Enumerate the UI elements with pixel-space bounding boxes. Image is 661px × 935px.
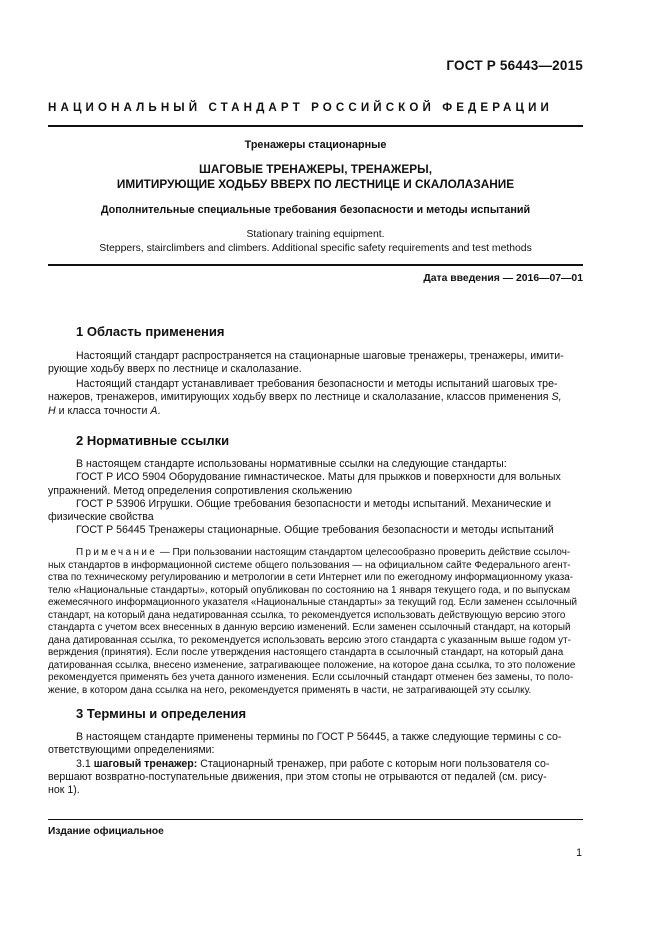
class-variable-h: H xyxy=(48,404,56,417)
reference-line: ГОСТ Р 56445 Тренажеры стационарные. Общие требования безопасности и методы испытаний xyxy=(76,524,554,537)
note-line: жение, в котором дана ссылка на него, рекомендуется применять в части, не затрагивающей эту ссылку. xyxy=(48,684,532,696)
note-line: ных стандартов в информационной системе общего пользования — на официальном сайте Федерального агент- xyxy=(48,559,571,571)
note-line: стандарта с учетом всех внесенных в данную версию изменений. Если заменен ссылочный стандарт, на который xyxy=(48,622,571,633)
gost-number: ГОСТ Р 56443—2015 xyxy=(446,58,583,73)
term-name: шаговый тренажер: xyxy=(93,757,198,770)
note-line: стандарт, на который дана недатированная ссылка, то рекомендуется использовать действующую версию этого xyxy=(48,609,566,621)
section-3-body xyxy=(48,731,583,797)
section-1-heading: 1 Область применения xyxy=(76,324,225,339)
class-variable-a: A xyxy=(150,404,158,417)
section-2-body xyxy=(48,458,583,538)
section-2-note xyxy=(48,547,583,697)
footer-divider xyxy=(48,819,583,820)
section-3-heading: 3 Термины и определения xyxy=(76,706,247,721)
text-line: Настоящий стандарт распространяется на стационарные шаговые тренажеры, тренажеры, имити- xyxy=(76,350,564,362)
note-line: ства по техническому регулированию и метрологии в сети Интернет или по ежегодному информационному указа- xyxy=(48,572,574,583)
text-fragment: и класса точности xyxy=(55,404,151,417)
term-definition-line xyxy=(48,758,583,771)
subtitle: Дополнительные специальные требования безопасности и методы испытаний xyxy=(100,204,531,216)
note-line xyxy=(48,547,583,560)
reference-line: ГОСТ Р 53906 Игрушки. Общие требования безопасности и методы испытаний. Механические и xyxy=(76,497,552,510)
note-line: телю «Национальные стандарты», который опубликован по состоянию на 1 января текущего года, и по выпускам xyxy=(48,584,571,596)
main-title-line-2: ИМИТИРУЮЩИЕ ХОДЬБУ ВВЕРХ ПО ЛЕСТНИЦЕ И СКАЛОЛАЗАНИЕ xyxy=(116,177,515,191)
section-2-heading: 2 Нормативные ссылки xyxy=(76,433,230,448)
class-variable-s: S, xyxy=(551,391,562,404)
text-line xyxy=(48,405,583,418)
text-line: В настоящем стандарте использованы нормативные ссылки на следующие стандарты: xyxy=(76,458,507,470)
title-divider xyxy=(48,264,583,266)
text-line: В настоящем стандарте применены термины по ГОСТ Р 56445, а также следующие термины с со- xyxy=(76,731,562,743)
english-title xyxy=(48,228,583,255)
reference-line: физические свойства xyxy=(48,511,154,524)
text-line: ответствующими определениями: xyxy=(48,744,215,757)
reference-line: упражнений. Метод определения сопротивления скольжению xyxy=(48,484,353,497)
note-text: — При пользовании настоящим стандартом целесообразно проверить действие ссылоч- xyxy=(157,547,571,558)
section-1-paragraph-1 xyxy=(48,350,583,377)
note-label: Примечание xyxy=(76,547,158,558)
term-definition: Стационарный тренажер, при работе с которым ноги пользователя со- xyxy=(197,757,550,770)
section-1-paragraph-2 xyxy=(48,378,583,418)
page-number: 1 xyxy=(576,847,582,859)
english-title-line-2: Steppers, stairclimbers and climbers. Additional specific safety requirements and test methods xyxy=(99,242,532,254)
note-line: рекомендуется применять без учета данного изменения. Если ссылочный стандарт отменен без замены, то поло- xyxy=(48,672,574,683)
text-line: Настоящий стандарт устанавливает требования безопасности и методы испытаний шаговых тре- xyxy=(76,378,558,390)
top-divider xyxy=(48,125,583,127)
text-fragment: нажеров, тренажеров, имитирующих ходьбу вверх по лестнице и скалолазание, классов применения xyxy=(48,391,549,404)
note-line: дана датированная ссылка, то рекомендуется использовать версию этого стандарта с указанным выше годом ут- xyxy=(48,634,571,646)
introduction-date: Дата введения — 2016—07—01 xyxy=(423,273,583,284)
text-line xyxy=(48,391,583,404)
note-line: верждения (принятия). Если после утверждения настоящего стандарта в ссылочный стандарт, на который дана xyxy=(48,647,564,658)
text-fragment: . xyxy=(157,404,161,417)
reference-line: ГОСТ Р ИСО 5904 Оборудование гимнастическое. Маты для прыжков и поверхности для вольных xyxy=(76,471,561,484)
group-title: Тренажеры стационарные xyxy=(244,139,387,151)
note-line: ежемесячного информационного указателя «Национальные стандарты» за текущий год. Если заменен ссылочный xyxy=(48,597,578,608)
main-title xyxy=(48,162,583,192)
text-line: нок 1). xyxy=(48,784,80,797)
text-line: вершают возвратно-поступательные движения, при этом стопы не отрываются от педалей (см. рису- xyxy=(48,770,547,783)
national-standard-banner: НАЦИОНАЛЬНЫЙ СТАНДАРТ РОССИЙСКОЙ ФЕДЕРАЦИИ xyxy=(48,101,553,114)
english-title-line-1: Stationary training equipment. xyxy=(246,229,385,240)
official-edition-label: Издание официальное xyxy=(48,826,164,837)
term-number: 3.1 xyxy=(76,757,91,770)
note-line: датированная ссылка, внесено изменение, затрагивающее положение, на которое дана ссылка, то это положение xyxy=(48,659,576,671)
main-title-line-1: ШАГОВЫЕ ТРЕНАЖЕРЫ, ТРЕНАЖЕРЫ, xyxy=(199,162,432,176)
text-line: рующие ходьбу вверх по лестнице и скалолазание. xyxy=(48,363,302,376)
